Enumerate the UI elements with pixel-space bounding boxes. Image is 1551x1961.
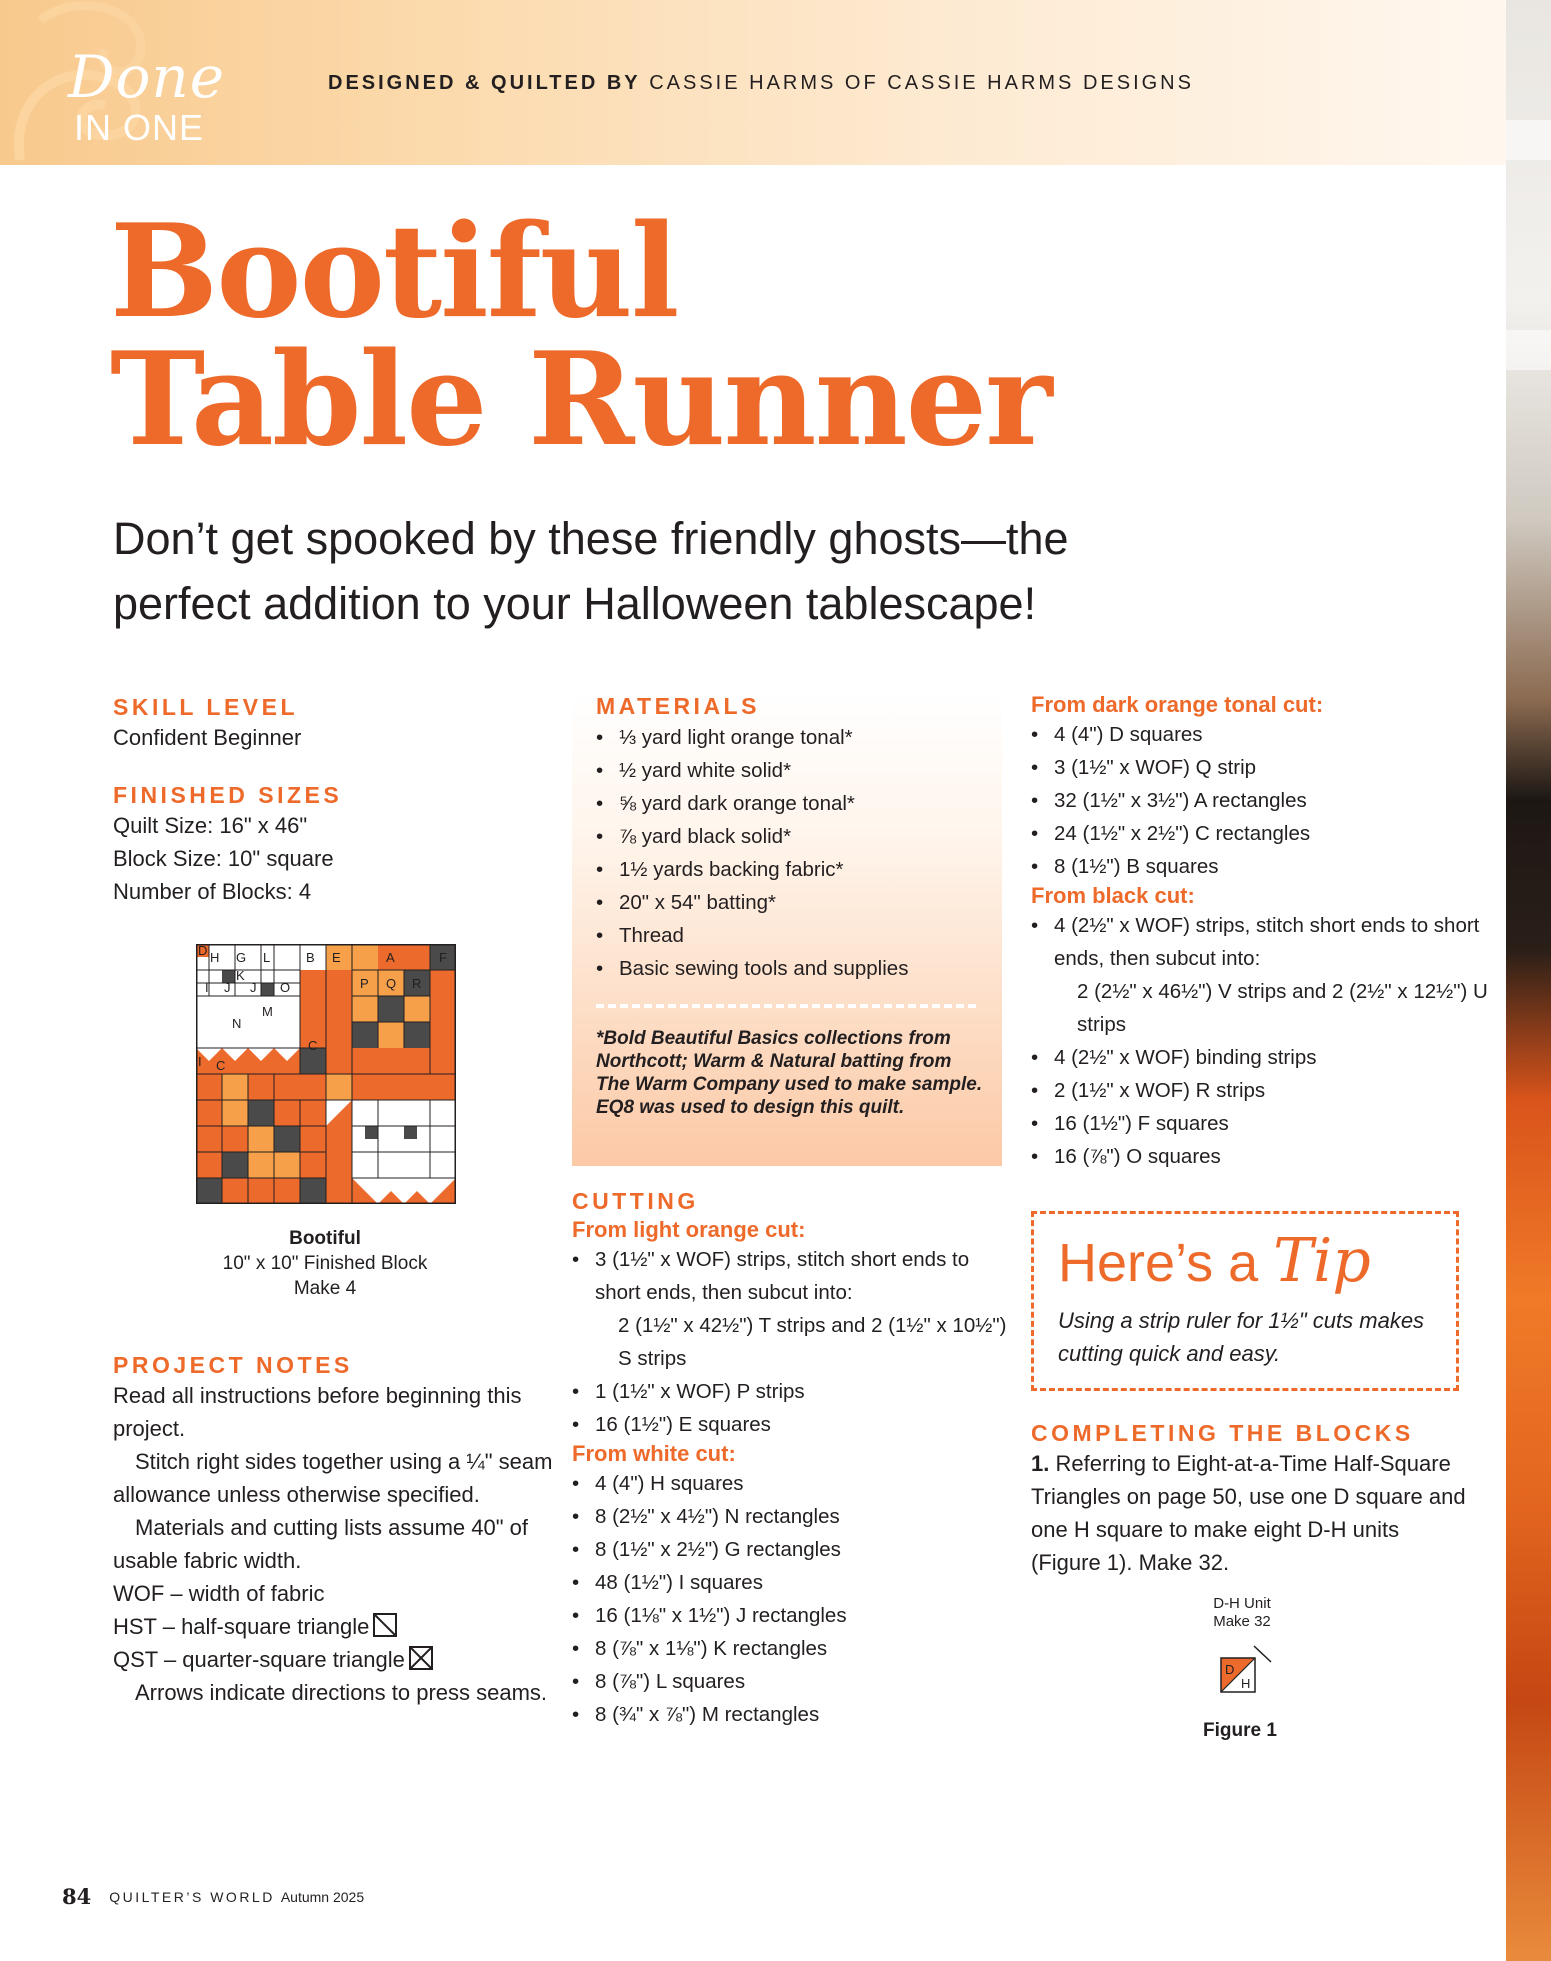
cutting-item: • 8 (⅞") L squares	[572, 1665, 1012, 1698]
diagram-label: J	[224, 980, 231, 995]
project-notes	[113, 1352, 553, 1709]
logo-done: Done	[68, 43, 226, 111]
quilt-size: Quilt Size: 16" x 46"	[113, 813, 308, 838]
tip-title-a: Here’s a	[1058, 1233, 1259, 1293]
notes-p1: Read all instructions before beginning this project.	[113, 1383, 522, 1441]
materials-item: • ⅓ yard light orange tonal*	[596, 721, 1002, 754]
title-line-1: Bootiful	[110, 197, 678, 347]
pattern-subtitle	[113, 506, 1213, 636]
materials-item: • 20" x 54" batting*	[596, 886, 1002, 919]
diagram-label: F	[439, 950, 447, 965]
cutting-item: • 16 (1½") F squares	[1031, 1107, 1491, 1140]
diagram-label: G	[236, 950, 247, 965]
fig-label-d: D	[1225, 1662, 1235, 1677]
diagram-label: K	[236, 968, 245, 983]
column-left	[113, 694, 533, 908]
tip-box	[1031, 1211, 1459, 1391]
materials-item: • Basic sewing tools and supplies	[596, 952, 1002, 985]
completing-heading: COMPLETING THE BLOCKS	[1031, 1420, 1414, 1446]
cutting-item: • 8 (⅞" x 1⅛") K rectangles	[572, 1632, 1012, 1665]
materials-item: • Thread	[596, 919, 1002, 952]
sizes-heading: FINISHED SIZES	[113, 782, 343, 808]
diagram-label: M	[262, 1004, 273, 1019]
cutting-subitem: 2 (1½" x 42½") T strips and 2 (1½" x 10½") S strips	[618, 1314, 1007, 1370]
block-diagram	[196, 944, 456, 1204]
diagram-label: O	[280, 980, 291, 995]
black-heading: From black cut:	[1031, 883, 1195, 908]
materials-item: • ⅞ yard black solid*	[596, 820, 1002, 853]
skill-value: Confident Beginner	[113, 725, 302, 750]
white-heading: From white cut:	[572, 1441, 736, 1466]
cutting-item: • 8 (1½" x 2½") G rectangles	[572, 1533, 1012, 1566]
diagram-label: H	[210, 950, 220, 965]
notes-hst-row	[113, 1610, 553, 1643]
diagram-label: R	[412, 976, 422, 991]
materials-divider	[596, 1004, 976, 1008]
cutting-item: • 4 (2½" x WOF) binding strips	[1031, 1041, 1491, 1074]
dark-orange-list	[1031, 718, 1491, 883]
unit-label: D-H Unit	[1213, 1596, 1271, 1612]
cutting-item: • 48 (1½") I squares	[572, 1566, 1012, 1599]
diagram-label: P	[360, 976, 369, 991]
block-caption	[165, 1226, 485, 1301]
notes-p4: Arrows indicate directions to press seams.	[135, 1680, 548, 1705]
step-number: 1.	[1031, 1451, 1050, 1476]
subtitle-line-2: perfect addition to your Halloween tablescape!	[113, 578, 1037, 629]
cutting-item: • 8 (1½") B squares	[1031, 850, 1491, 883]
cutting-item: • 4 (2½" x WOF) strips, stitch short ends to short ends, then subcut into:	[1031, 909, 1491, 975]
byline-name: CASSIE HARMS OF CASSIE HARMS DESIGNS	[649, 72, 1194, 94]
dark-orange-heading: From dark orange tonal cut:	[1031, 692, 1324, 717]
page-number: 84	[62, 1884, 92, 1909]
cutting-item: • 3 (1½" x WOF) Q strip	[1031, 751, 1491, 784]
diagram-label: L	[263, 950, 271, 965]
diagram-label: D	[198, 944, 208, 958]
materials-note: *Bold Beautiful Basics collections from Northcott; Warm & Natural batting from The Warm Company used to make sample. EQ8 was used to design this quilt.	[596, 1028, 983, 1118]
block-count: Number of Blocks: 4	[113, 879, 312, 904]
notes-p2: Stitch right sides together using a ¼" seam allowance unless otherwise specified.	[113, 1449, 553, 1507]
logo-in-one: IN ONE	[74, 107, 205, 148]
light-orange-list	[572, 1243, 1012, 1441]
cutting-item: • 3 (1½" x WOF) strips, stitch short ends to short ends, then subcut into:	[572, 1243, 1012, 1309]
materials-item: • ½ yard white solid*	[596, 754, 1002, 787]
notes-wof: WOF – width of fabric	[113, 1581, 325, 1606]
cutting-item: • 4 (4") H squares	[572, 1467, 1012, 1500]
notes-hst: HST – half-square triangle	[113, 1614, 370, 1639]
block-size: Block Size: 10" square	[113, 846, 334, 871]
light-orange-heading: From light orange cut:	[572, 1217, 806, 1242]
completing-section	[1031, 1420, 1471, 1579]
white-list	[572, 1467, 1012, 1731]
fig-label-h: H	[1241, 1676, 1251, 1691]
cutting-item: • 2 (1½" x WOF) R strips	[1031, 1074, 1491, 1107]
cutting-item: • 8 (¾" x ⅞") M rectangles	[572, 1698, 1012, 1731]
cutting-subitem: 2 (2½" x 46½") V strips and 2 (2½" x 12½") U strips	[1077, 980, 1488, 1036]
materials-heading: MATERIALS	[596, 693, 760, 719]
notes-qst-row	[113, 1643, 553, 1676]
completing-step-1	[1031, 1447, 1471, 1579]
cutting-item: • 1 (1½" x WOF) P strips	[572, 1375, 1012, 1408]
block-caption-make: Make 4	[293, 1278, 357, 1299]
block-caption-size: 10" x 10" Finished Block	[222, 1253, 428, 1274]
pattern-title	[110, 197, 1051, 475]
unit-make: Make 32	[1213, 1613, 1271, 1630]
diagram-label: Q	[386, 976, 397, 991]
cutting-item: • 16 (1½") E squares	[572, 1408, 1012, 1441]
materials-item: • 1½ yards backing fabric*	[596, 853, 1002, 886]
subtitle-line-1: Don’t get spooked by these friendly ghosts—the	[113, 513, 1069, 564]
magazine-name: QUILTER’S WORLD	[109, 1889, 275, 1905]
diagram-label: B	[306, 950, 315, 965]
diagram-label: C	[308, 1038, 318, 1053]
notes-qst: QST – quarter-square triangle	[113, 1647, 405, 1672]
notes-heading: PROJECT NOTES	[113, 1352, 353, 1378]
skill-heading: SKILL LEVEL	[113, 694, 299, 720]
cutting-item: • 32 (1½" x 3½") A rectangles	[1031, 784, 1491, 817]
cutting-item: • 16 (⅞") O squares	[1031, 1140, 1491, 1173]
diagram-label: I	[205, 980, 209, 995]
diagram-label: N	[232, 1016, 242, 1031]
cutting-section	[572, 1188, 1012, 1731]
figure-1-caption: Figure 1	[1203, 1720, 1277, 1741]
diagram-label: C	[216, 1058, 226, 1073]
diagram-label: E	[332, 950, 341, 965]
diagram-label: J	[250, 980, 257, 995]
page-footer	[62, 1884, 364, 1909]
diagram-label: A	[386, 950, 395, 965]
materials-item: • ⅝ yard dark orange tonal*	[596, 787, 1002, 820]
column-right	[1031, 692, 1491, 1173]
qst-icon	[409, 1646, 433, 1670]
cutting-item: • 16 (1⅛" x 1½") J rectangles	[572, 1599, 1012, 1632]
materials-list	[596, 721, 1002, 985]
cutting-item: • 24 (1½" x 2½") C rectangles	[1031, 817, 1491, 850]
tip-title	[1058, 1226, 1371, 1296]
issue-date: Autumn 2025	[280, 1889, 365, 1905]
tip-title-b: Tip	[1273, 1226, 1371, 1296]
tip-text: Using a strip ruler for 1½" cuts makes cutting quick and easy.	[1058, 1308, 1425, 1366]
cutting-item: • 8 (2½" x 4½") N rectangles	[572, 1500, 1012, 1533]
cutting-heading: CUTTING	[572, 1188, 699, 1214]
black-list	[1031, 909, 1491, 1173]
step-text: Referring to Eight-at-a-Time Half-Square Triangles on page 50, use one D square and one H square to make eight D-H units (Figure 1). Make 32.	[1031, 1451, 1466, 1575]
notes-p3: Materials and cutting lists assume 40" of usable fabric width.	[113, 1515, 528, 1573]
block-caption-title: Bootiful	[289, 1228, 361, 1249]
designer-byline	[328, 72, 1194, 95]
hst-icon	[373, 1613, 397, 1637]
quilt-photo-strip	[1506, 0, 1551, 1961]
diagram-label: I	[198, 1054, 202, 1069]
materials-box	[572, 692, 1002, 1166]
byline-label: DESIGNED & QUILTED BY	[328, 72, 641, 94]
title-line-2: Table Runner	[110, 325, 1051, 475]
cutting-item: • 4 (4") D squares	[1031, 718, 1491, 751]
header-band	[0, 0, 1506, 165]
